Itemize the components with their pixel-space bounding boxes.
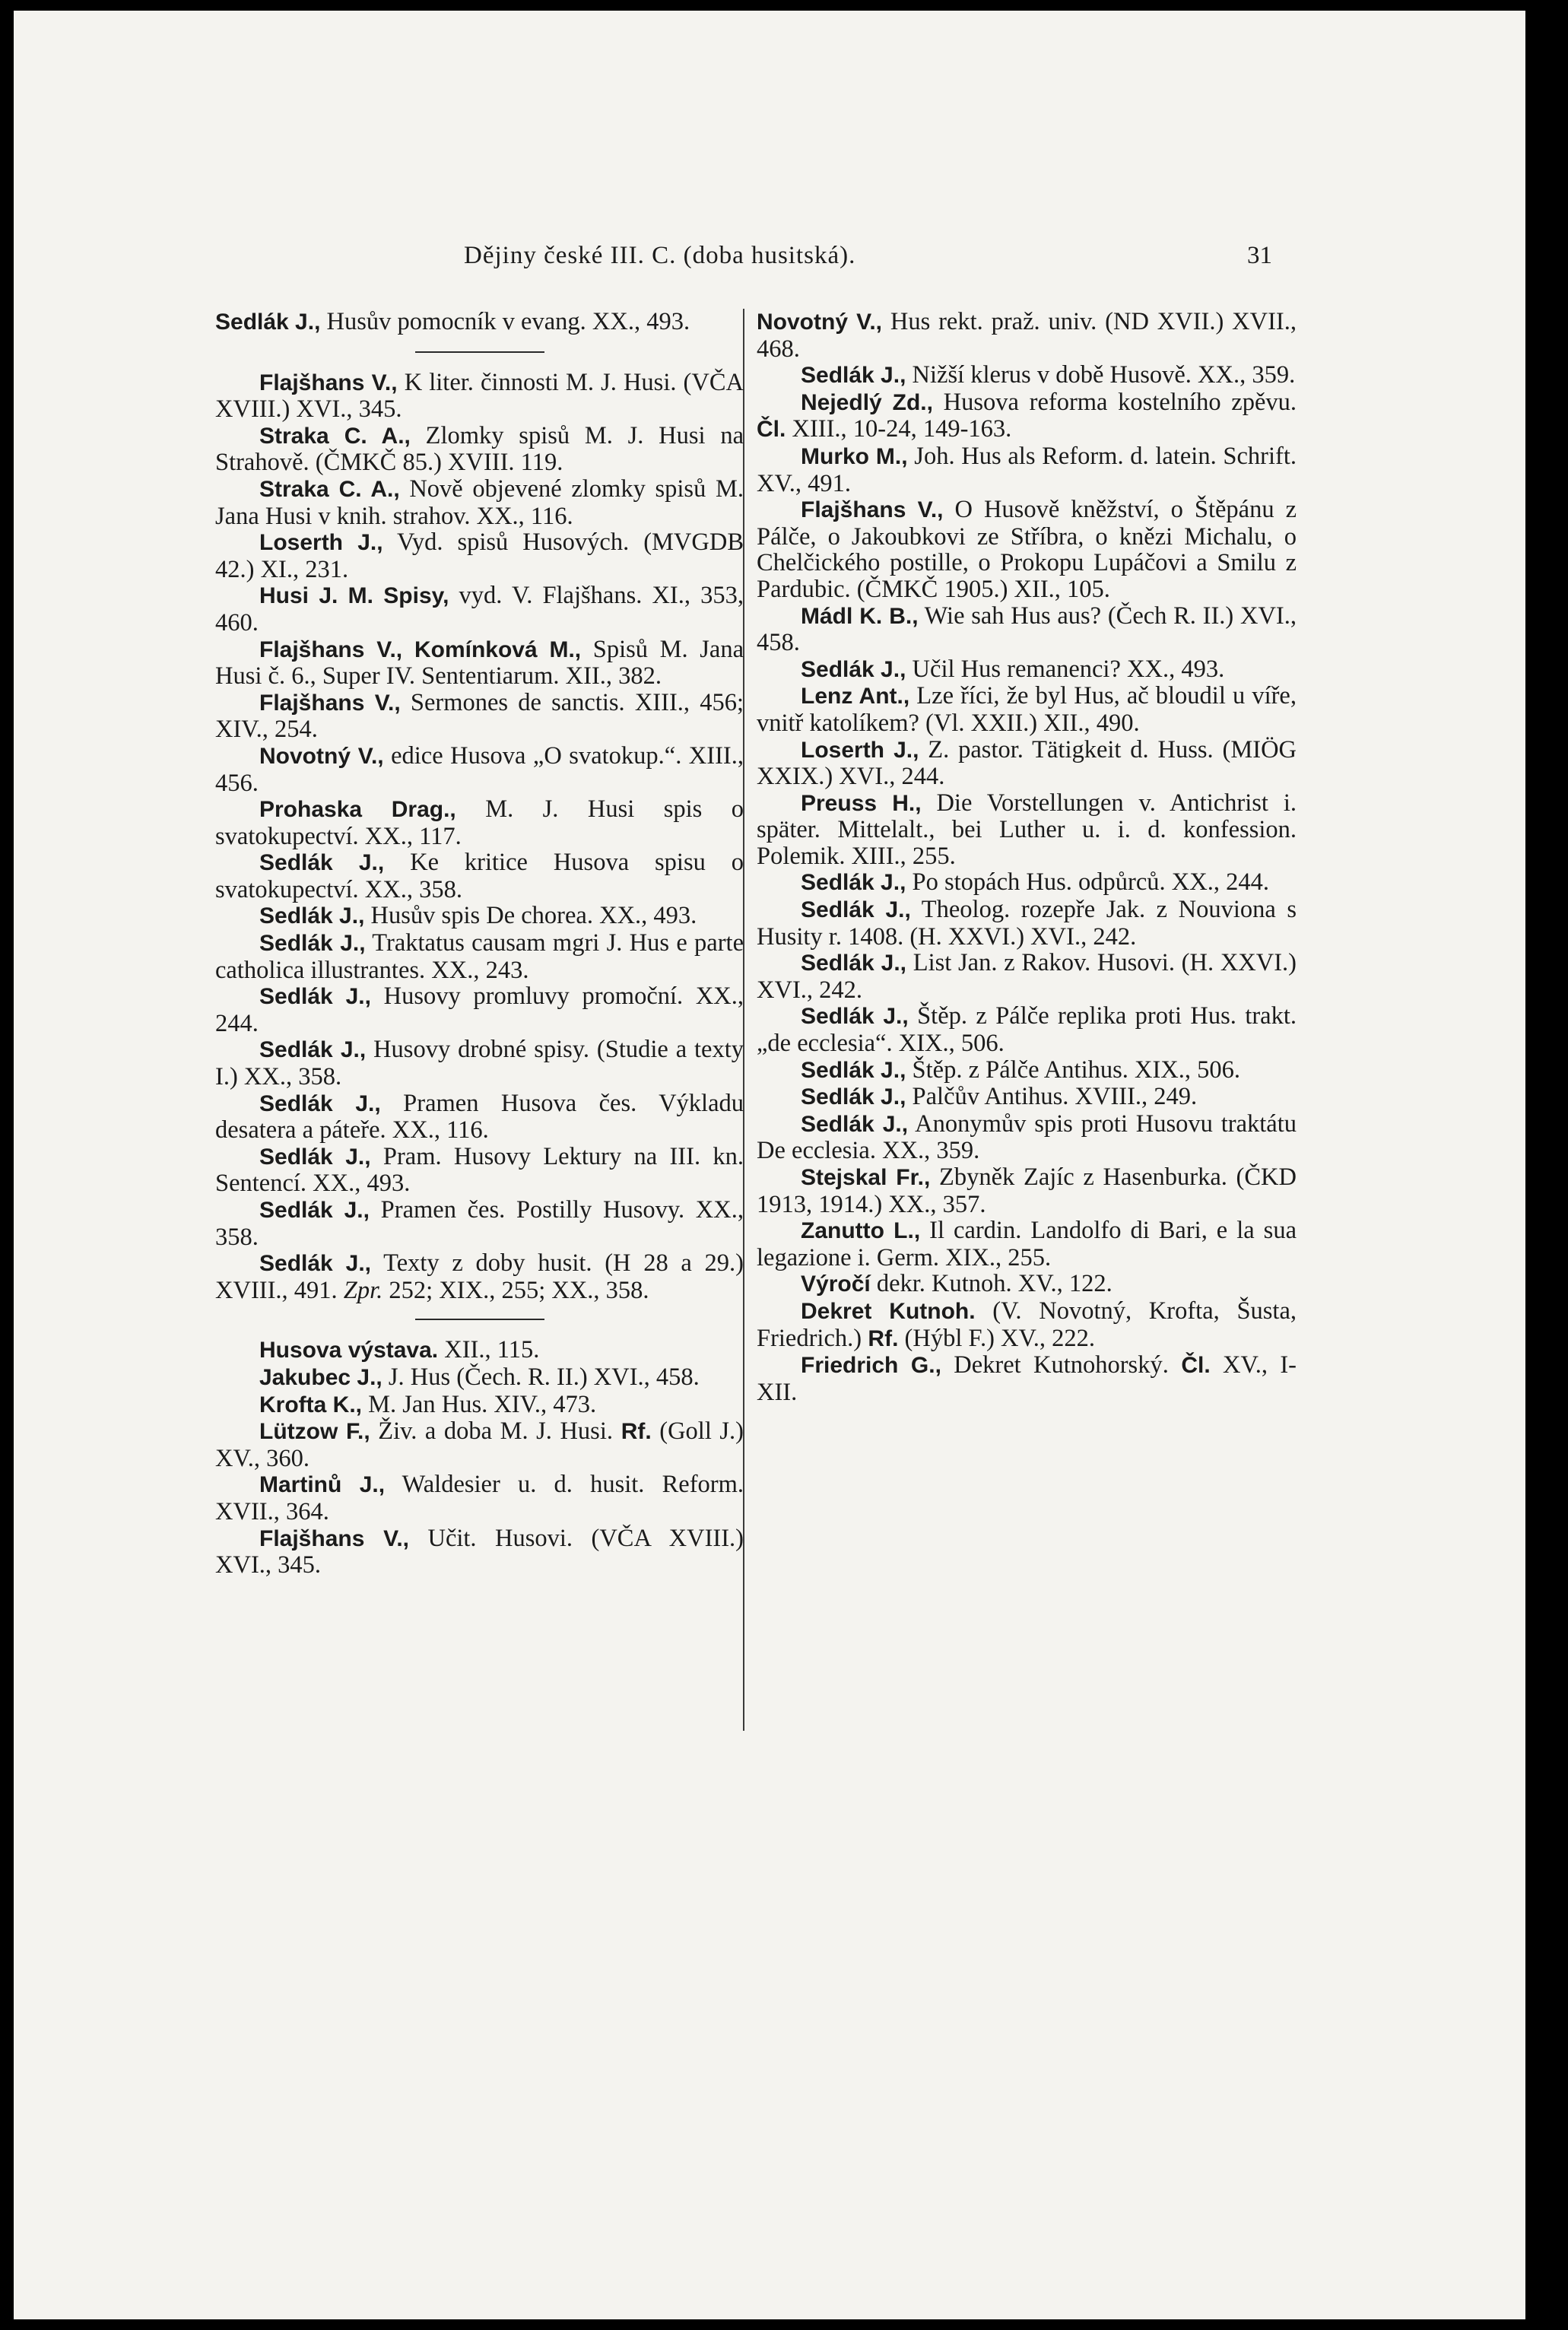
bibliography-entry: [757, 950, 1297, 1003]
bibliography-entry: [215, 1471, 744, 1525]
entry-group-2: [215, 370, 744, 1304]
entry-text: Dekret Kutnohorský.: [941, 1351, 1169, 1379]
entry-author: Novotný V.,: [757, 310, 882, 335]
entry-text: Štěp. z Pálče replika proti Hus. trakt. „de ecclesia“. XIX., 506.: [757, 1002, 1297, 1058]
entry-text: Palčův Antihus. XVIII., 249.: [906, 1083, 1198, 1111]
bibliography-entry: [757, 1057, 1297, 1084]
bibliography-entry: [215, 1144, 744, 1197]
entry-text-tail: 252; XIX., 255; XX., 358.: [382, 1276, 649, 1304]
entry-group-3: [215, 1337, 744, 1578]
entry-text: Die Vorstellungen v. Antichrist i. später. Mittelalt., bei Luther u. i. d. konfession. Polemik. XIII., 255.: [757, 789, 1297, 870]
entry-author: Nejedlý Zd.,: [801, 389, 933, 415]
bibliography-entry: [215, 476, 744, 529]
bibliography-entry: [757, 1271, 1297, 1298]
bibliography-entry: [215, 1418, 744, 1471]
entry-text: Vyd. spisů Husových. (MVGDB 42.) XI., 231.: [215, 529, 744, 583]
entry-review-mark: Čl.: [757, 417, 786, 443]
entry-author: Sedlák J.,: [259, 850, 385, 876]
entry-text: Husova reforma kostelního zpěvu.: [932, 388, 1297, 416]
entry-author: Husi J. M. Spisy,: [259, 583, 449, 609]
entry-text: J. Hus (Čech. R. II.) XVI., 458.: [382, 1363, 700, 1391]
entry-text: Z. pastor. Tätigkeit d. Huss. (MIÖG XXIX.) XVI., 244.: [757, 735, 1297, 791]
bibliography-entry: [757, 869, 1297, 897]
entry-author: Sedlák J.,: [801, 1004, 909, 1030]
entry-author: Sedlák J.,: [259, 1144, 371, 1170]
entry-author: Lenz Ant.,: [801, 684, 910, 709]
bibliography-entry: [757, 309, 1297, 362]
entry-text: Husův pomocník v evang. XX., 493.: [320, 308, 690, 335]
entry-author: Loserth J.,: [801, 737, 919, 763]
entry-author: Zanutto L.,: [801, 1218, 921, 1244]
entry-text: XII., 115.: [438, 1336, 540, 1364]
entry-text: Nově objevené zlomky spisů M. Jana Husi v knih. strahov. XX., 116.: [215, 475, 744, 530]
entry-author: Sedlák J.,: [259, 931, 366, 957]
entry-text-tail: (Hýbl F.) XV., 222.: [898, 1324, 1096, 1352]
entry-author: Murko M.,: [801, 443, 908, 469]
bibliography-entry: [215, 849, 744, 903]
entry-text: Pramen Husova čes. Výkladu desatera a páteře. XX., 116.: [215, 1089, 744, 1144]
entry-text: (V. Novotný, Krofta, Šusta, Friedrich.): [757, 1297, 1297, 1352]
entry-author: Sedlák J.,: [259, 1251, 371, 1277]
entry-author: Sedlák J.,: [259, 984, 371, 1010]
bibliography-entry: [215, 930, 744, 983]
entry-author: Mádl K. B.,: [801, 603, 919, 629]
entry-author: Sedlák J.,: [259, 1198, 370, 1223]
bibliography-entry: [215, 1197, 744, 1250]
bibliography-entry: [215, 636, 744, 690]
entry-group-right: [757, 309, 1297, 1405]
entry-text: Traktatus causam mgri J. Hus e parte catholica illustrantes. XX., 243.: [215, 929, 744, 984]
entry-text: K liter. činnosti M. J. Husi. (VČA XVIII.) XVI., 345.: [215, 368, 744, 424]
entry-text: List Jan. z Rakov. Husovi. (H. XXVI.) XVI., 242.: [757, 949, 1297, 1004]
bibliography-entry: [215, 370, 744, 423]
entry-text: Sermones de sanctis. XIII., 456; XIV., 254.: [215, 688, 744, 744]
entry-author: Flajšhans V.,: [259, 1525, 409, 1551]
entry-author: Flajšhans V.,: [259, 370, 398, 395]
entry-author: Sedlák J.,: [801, 656, 906, 682]
entry-group-1: [215, 309, 744, 336]
bibliography-entry: [215, 743, 744, 796]
entry-text-tail: XIII., 10-24, 149-163.: [786, 415, 1012, 443]
entry-text: Husovy drobné spisy. (Studie a texty I.) XX., 358.: [215, 1036, 744, 1091]
bibliography-entry: [757, 1164, 1297, 1217]
entry-text: Wie sah Hus aus? (Čech R. II.) XVI., 458.: [757, 602, 1297, 657]
entry-author: Sedlák J.,: [801, 1084, 906, 1110]
entry-author: Sedlák J.,: [801, 1057, 906, 1083]
bibliography-entry: [215, 1392, 744, 1419]
bibliography-entry: [757, 656, 1297, 684]
bibliography-entry: [757, 790, 1297, 870]
section-separator: [415, 351, 544, 353]
entry-author: Sedlák J.,: [801, 951, 907, 976]
entry-author: Novotný V.,: [259, 743, 384, 769]
entry-text: Il cardin. Landolfo di Bari, e la sua legazione i. Germ. XIX., 255.: [757, 1217, 1297, 1271]
bibliography-entry: [757, 737, 1297, 790]
entry-author: Výročí: [801, 1271, 871, 1297]
entry-author: Dekret Kutnoh.: [801, 1298, 976, 1324]
bibliography-entry: [215, 690, 744, 743]
bibliography-entry: [215, 983, 744, 1036]
bibliography-entry: [757, 497, 1297, 602]
entry-review-mark: Čl.: [1168, 1353, 1211, 1379]
entry-text: M. J. Husi spis o svatokupectví. XX., 117.: [215, 795, 744, 850]
bibliography-entry: [215, 1250, 744, 1303]
bibliography-entry: [215, 423, 744, 476]
entry-author: Prohaska Drag.,: [259, 797, 456, 823]
entry-author: Krofta K.,: [259, 1392, 362, 1417]
bibliography-entry: [757, 1084, 1297, 1111]
entry-author: Jakubec J.,: [259, 1364, 382, 1390]
entry-text: Živ. a doba M. J. Husi.: [370, 1417, 613, 1446]
entry-author: Sedlák J.,: [801, 1111, 909, 1137]
entry-text: Spisů M. Jana Husi č. 6., Super IV. Sententiarum. XII., 382.: [215, 635, 744, 690]
entry-author: Straka C. A.,: [259, 476, 400, 502]
entry-text: Po stopách Hus. odpůrců. XX., 244.: [906, 868, 1269, 897]
bibliography-entry: [757, 1352, 1297, 1405]
page-number: 31: [1247, 242, 1272, 269]
entry-note-mark: Zpr.: [343, 1276, 383, 1304]
entry-text: Husovy promluvy promoční. XX., 244.: [215, 982, 744, 1037]
bibliography-entry: [757, 897, 1297, 950]
entry-text: Ke kritice Husova spisu o svatokupectví. XX., 358.: [215, 849, 744, 903]
entry-text: Štěp. z Pálče Antihus. XIX., 506.: [906, 1055, 1241, 1084]
entry-author: Sedlák J.,: [801, 897, 911, 923]
entry-author: Martinů J.,: [259, 1472, 386, 1498]
entry-text: Texty z doby husit. (H 28 a 29.) XVIII., 491.: [215, 1249, 744, 1304]
entry-text: Theolog. rozepře Jak. z Nouviona s Husity r. 1408. (H. XXVI.) XVI., 242.: [757, 896, 1297, 951]
section-separator: [415, 1319, 544, 1320]
bibliography-entry: [215, 529, 744, 582]
entry-text: Pramen čes. Postilly Husovy. XX., 358.: [215, 1196, 744, 1251]
entry-author: Friedrich G.,: [801, 1353, 941, 1379]
left-column: [215, 309, 744, 1579]
entry-text: Waldesier u. d. husit. Reform. XVII., 364.: [215, 1471, 744, 1525]
entry-text: Učit. Husovi. (VČA XVIII.) XVI., 345.: [215, 1524, 744, 1579]
entry-text: Zbyněk Zajíc z Hasenburka. (ČKD 1913, 1914.) XX., 357.: [757, 1163, 1297, 1218]
entry-text: Nižší klerus v době Husově. XX., 359.: [906, 361, 1296, 389]
running-title: Dějiny české III. C. (doba husitská).: [464, 242, 856, 269]
bibliography-entry: [215, 796, 744, 849]
entry-text: Hus rekt. praž. univ. (ND XVII.) XVII., 468.: [757, 308, 1297, 363]
entry-author: Sedlák J.,: [801, 870, 906, 896]
entry-author: Stejskal Fr.,: [801, 1165, 931, 1190]
entry-text: dekr. Kutnoh. XV., 122.: [870, 1270, 1113, 1298]
entry-author: Loserth J.,: [259, 530, 383, 556]
entry-text-tail: (Goll J.) XV., 360.: [215, 1417, 744, 1472]
entry-author: Husova výstava.: [259, 1338, 439, 1363]
entry-author: Preuss H.,: [801, 790, 922, 816]
entry-text: Anonymův spis proti Husovu traktátu De ecclesia. XX., 359.: [757, 1109, 1297, 1165]
entry-author: Straka C. A.,: [259, 423, 411, 449]
entry-author: Sedlák J.,: [259, 1037, 367, 1063]
entry-author: Sedlák J.,: [801, 363, 906, 389]
entry-text: Lze říci, že byl Hus, ač bloudil u víře, vnitř katolíkem? (Vl. XXII.) XII., 490.: [757, 682, 1297, 737]
entry-author: Flajšhans V.,: [801, 497, 944, 523]
bibliography-entry: [757, 389, 1297, 443]
entry-text-tail: XV., I-XII.: [757, 1351, 1297, 1406]
entry-text: vyd. V. Flajšhans. XI., 353, 460.: [215, 582, 744, 636]
entry-text: edice Husova „O svatokup.“. XIII., 456.: [215, 741, 744, 797]
bibliography-entry: [215, 1525, 744, 1579]
entry-text: Husův spis De chorea. XX., 493.: [364, 902, 697, 930]
entry-review-mark: Rf.: [862, 1325, 899, 1351]
entry-author: Flajšhans V.,: [259, 690, 401, 716]
entry-text: O Husově kněžství, o Štěpánu z Pálče, o Jakoubkovi ze Stříbra, o knězi Michalu, o Chelčického postille, o Prokopu Lupáčovi a Smilu z Pardubic. (ČMKČ 1905.) XII., 105.: [757, 496, 1297, 603]
entry-author: Lützow F.,: [259, 1419, 370, 1445]
bibliography-entry: [757, 1003, 1297, 1056]
bibliography-entry: [757, 443, 1297, 497]
bibliography-entry: [215, 1337, 744, 1364]
entry-author: Flajšhans V., Komínková M.,: [259, 636, 582, 662]
bibliography-entry: [215, 309, 744, 336]
right-column: [757, 309, 1297, 1405]
bibliography-entry: [215, 1090, 744, 1144]
bibliography-entry: [757, 362, 1297, 389]
bibliography-entry: [215, 1364, 744, 1392]
bibliography-entry: [215, 582, 744, 636]
bibliography-entry: [215, 903, 744, 930]
bibliography-entry: [757, 603, 1297, 656]
page-header: [0, 242, 1568, 278]
entry-text: Joh. Hus als Reform. d. latein. Schrift. XV., 491.: [757, 442, 1297, 497]
entry-author: Sedlák J.,: [215, 310, 321, 335]
entry-author: Sedlák J.,: [259, 1090, 381, 1116]
entry-text: M. Jan Hus. XIV., 473.: [362, 1390, 597, 1418]
bibliography-entry: [757, 1298, 1297, 1352]
entry-text: Učil Hus remanenci? XX., 493.: [906, 655, 1225, 683]
bibliography-entry: [757, 1111, 1297, 1164]
entry-text: Pram. Husovy Lektury na III. kn. Sentencí. XX., 493.: [215, 1142, 744, 1198]
bibliography-entry: [757, 1217, 1297, 1271]
bibliography-entry: [757, 683, 1297, 736]
entry-text: Zlomky spisů M. J. Husi na Strahově. (ČMKČ 85.) XVIII. 119.: [215, 421, 744, 477]
entry-author: Sedlák J.,: [259, 903, 365, 929]
entry-review-mark: Rf.: [612, 1419, 652, 1445]
bibliography-entry: [215, 1036, 744, 1090]
